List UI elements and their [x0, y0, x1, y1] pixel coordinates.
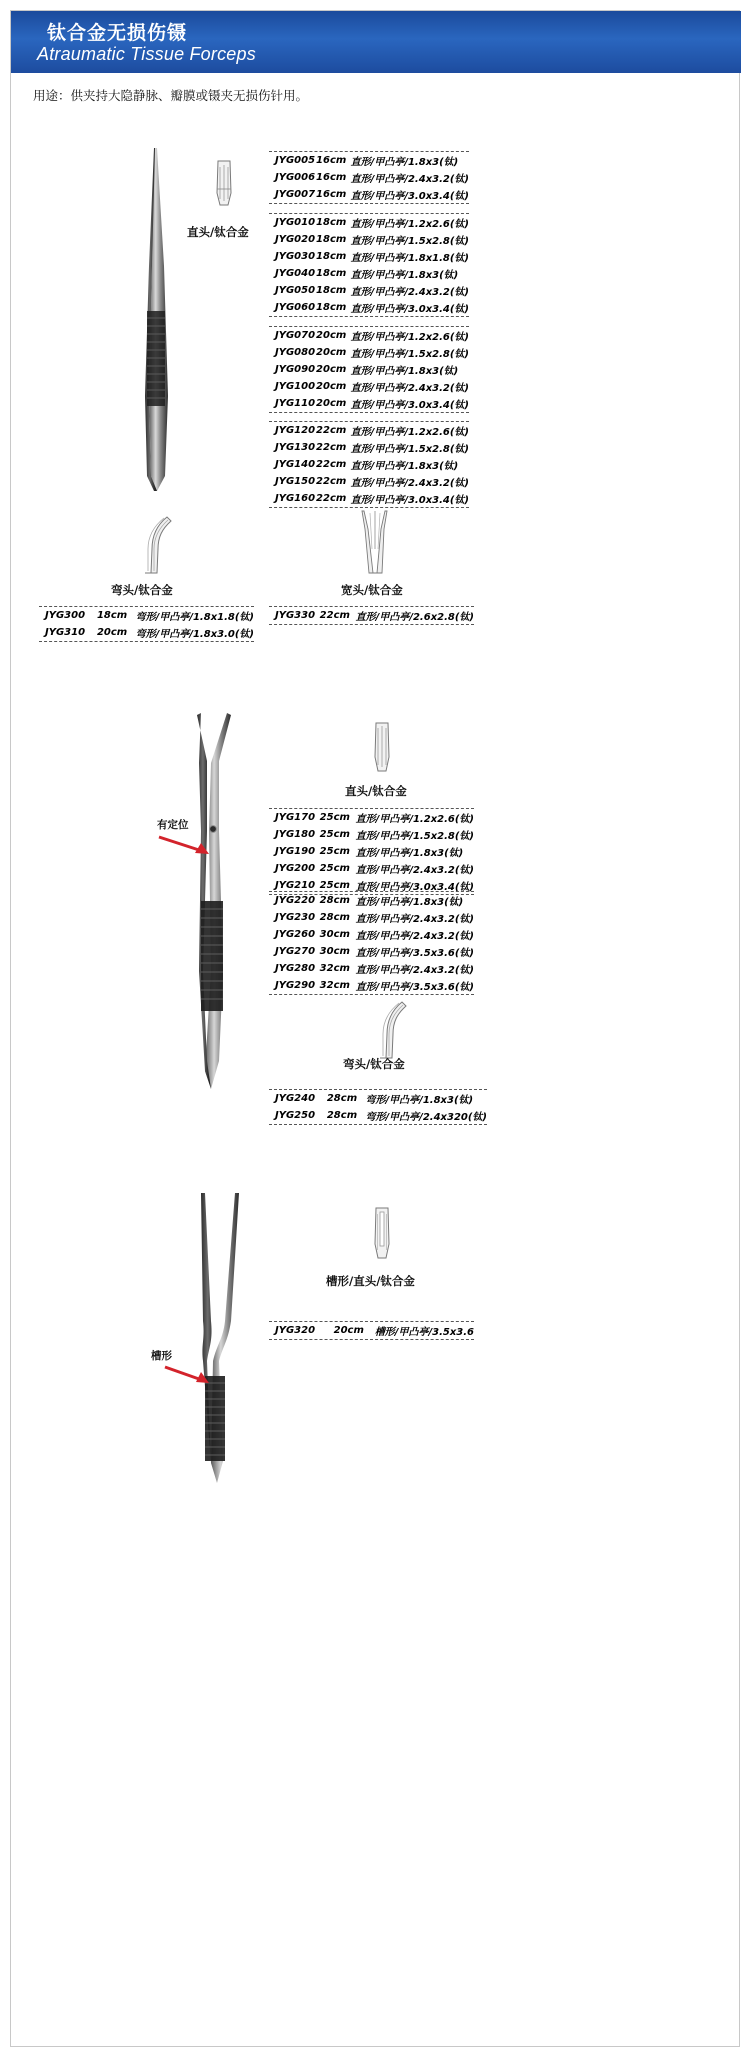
table-row: JYG300 18cm 弯形/甲凸亭/1.8x1.8(钛) — [45, 610, 254, 623]
table-row: JYG030 18cm 直形/甲凸亭/1.8x1.8(钛) — [275, 251, 469, 264]
table-row: JYG090 20cm 直形/甲凸亭/1.8x3(钛) — [275, 364, 459, 377]
table-row: JYG260 30cm 直形/甲凸亭/2.4x3.2(钛) — [275, 929, 474, 942]
annotation-lock: 有定位 — [157, 819, 189, 831]
table-row: JYG230 28cm 直形/甲凸亭/2.4x3.2(钛) — [275, 912, 474, 925]
forceps-illustration-bayonet-large — [161, 711, 271, 1101]
spec-table-1-body — [269, 152, 469, 203]
caption-slot-straight-head: 槽形/直头/钛合金 — [326, 1274, 415, 1288]
table-row: JYG080 20cm 直形/甲凸亭/1.5x2.8(钛) — [275, 347, 469, 360]
spec-table-1 — [269, 151, 469, 204]
table-row: JYG280 32cm 直形/甲凸亭/2.4x3.2(钛) — [275, 963, 474, 976]
table-row: JYG240 28cm 弯形/甲凸亭/1.8x3(钛) — [275, 1093, 474, 1106]
caption-wide-tip: 宽头/钛合金 — [341, 583, 403, 597]
spec-table-6 — [269, 606, 474, 625]
table-row: JYG140 22cm 直形/甲凸亭/1.8x3(钛) — [275, 459, 459, 472]
caption-curved-head: 弯头/钛合金 — [343, 1057, 405, 1071]
table-row: JYG007 16cm 直形/甲凸亭/3.0x3.4(钛) — [275, 189, 469, 202]
tip-detail-slot-head — [364, 1206, 400, 1264]
pointer-arrow-lock — [157, 833, 213, 855]
caption-curved-tip: 弯头/钛合金 — [111, 583, 173, 597]
spec-table-2-body — [269, 214, 469, 316]
spec-table-10-body — [269, 1322, 474, 1339]
annotation-slot: 槽形 — [151, 1350, 172, 1362]
spec-table-10 — [269, 1321, 474, 1340]
table-row: JYG005 16cm 直形/甲凸亭/1.8x3(钛) — [275, 155, 459, 168]
spec-table-7-body — [269, 809, 474, 894]
spec-table-8 — [269, 891, 474, 995]
caption-straight-head: 直头/钛合金 — [345, 784, 407, 798]
table-row: JYG220 28cm 直形/甲凸亭/1.8x3(钛) — [275, 895, 464, 908]
spec-table-5-body — [39, 607, 254, 641]
page-title-en: Atraumatic Tissue Forceps — [37, 44, 256, 64]
page-title-cn: 钛合金无损伤镊 — [47, 22, 188, 44]
forceps-illustration-straight-large — [121, 146, 201, 496]
table-row: JYG070 20cm 直形/甲凸亭/1.2x2.6(钛) — [275, 330, 469, 343]
page-header — [11, 11, 741, 73]
tip-detail-wide — [351, 509, 401, 575]
spec-table-4-body — [269, 422, 469, 507]
tip-detail-straight — [206, 159, 242, 211]
table-row: JYG020 18cm 直形/甲凸亭/1.5x2.8(钛) — [275, 234, 469, 247]
tip-detail-straight-head — [364, 721, 400, 777]
table-row: JYG100 20cm 直形/甲凸亭/2.4x3.2(钛) — [275, 381, 469, 394]
table-row: JYG050 18cm 直形/甲凸亭/2.4x3.2(钛) — [275, 285, 469, 298]
table-row: JYG310 20cm 弯形/甲凸亭/1.8x3.0(钛) — [45, 627, 254, 640]
spec-table-2 — [269, 213, 469, 317]
table-row: JYG060 18cm 直形/甲凸亭/3.0x3.4(钛) — [275, 302, 469, 315]
table-row: JYG200 25cm 直形/甲凸亭/2.4x3.2(钛) — [275, 863, 474, 876]
table-row: JYG290 32cm 直形/甲凸亭/3.5x3.6(钛) — [275, 980, 474, 993]
catalog-page — [10, 10, 740, 2047]
table-row: JYG040 18cm 直形/甲凸亭/1.8x3(钛) — [275, 268, 459, 281]
forceps-illustration-slot-large — [171, 1191, 281, 1491]
spec-table-4 — [269, 421, 469, 508]
table-row: JYG180 25cm 直形/甲凸亭/1.5x2.8(钛) — [275, 829, 474, 842]
spec-table-7 — [269, 808, 474, 895]
spec-table-5 — [39, 606, 254, 642]
tip-detail-curved — [121, 511, 181, 576]
table-row: JYG120 22cm 直形/甲凸亭/1.2x2.6(钛) — [275, 425, 469, 438]
table-row: JYG006 16cm 直形/甲凸亭/2.4x3.2(钛) — [275, 172, 469, 185]
table-row: JYG170 25cm 直形/甲凸亭/1.2x2.6(钛) — [275, 812, 474, 825]
table-row: JYG320 20cm 槽形/甲凸亭/3.5x3.6 — [275, 1325, 474, 1338]
table-row: JYG150 22cm 直形/甲凸亭/2.4x3.2(钛) — [275, 476, 469, 489]
spec-table-8-body — [269, 892, 474, 994]
spec-table-9-body — [269, 1090, 487, 1124]
table-row: JYG190 25cm 直形/甲凸亭/1.8x3(钛) — [275, 846, 464, 859]
spec-table-9 — [269, 1089, 487, 1125]
tip-detail-curved-head — [356, 996, 416, 1061]
table-row: JYG110 20cm 直形/甲凸亭/3.0x3.4(钛) — [275, 398, 469, 411]
caption-straight-tip: 直头/钛合金 — [187, 225, 249, 239]
spec-table-6-body — [269, 607, 474, 624]
table-row: JYG330 22cm 直形/甲凸亭/2.6x2.8(钛) — [275, 610, 474, 623]
table-row: JYG270 30cm 直形/甲凸亭/3.5x3.6(钛) — [275, 946, 474, 959]
usage-text: 用途：供夹持大隐静脉、瓣膜或镊夹无损伤针用。 — [33, 88, 309, 103]
table-row: JYG130 22cm 直形/甲凸亭/1.5x2.8(钛) — [275, 442, 469, 455]
pointer-arrow-slot — [163, 1363, 213, 1385]
table-row: JYG160 22cm 直形/甲凸亭/3.0x3.4(钛) — [275, 493, 469, 506]
table-row: JYG010 18cm 直形/甲凸亭/1.2x2.6(钛) — [275, 217, 469, 230]
table-row: JYG250 28cm 弯形/甲凸亭/2.4x320(钛) — [275, 1110, 487, 1123]
table-row: JYG210 25cm 直形/甲凸亭/3.0x3.4(钛) — [275, 880, 474, 893]
spec-table-3 — [269, 326, 469, 413]
spec-table-3-body — [269, 327, 469, 412]
